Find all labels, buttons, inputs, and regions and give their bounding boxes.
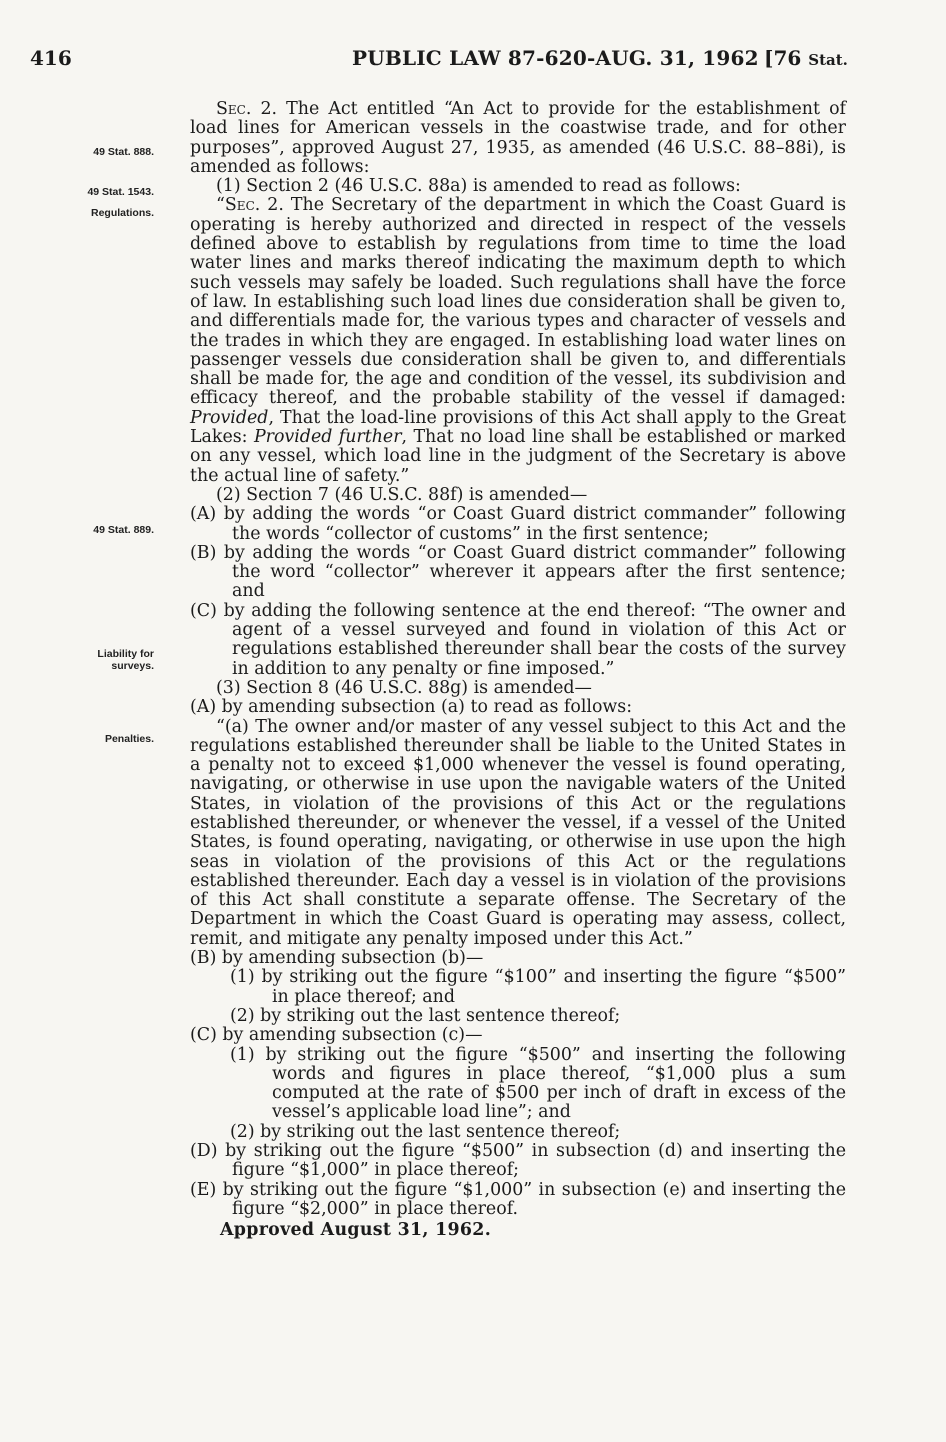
sec-label: Sec. bbox=[216, 99, 252, 119]
quote-open: “ bbox=[216, 195, 225, 216]
volume-prefix: [76 bbox=[764, 46, 809, 70]
document-body bbox=[190, 100, 846, 1241]
section-2-intro bbox=[190, 100, 846, 177]
item-3-b: (B) by amending subsection (b)— bbox=[190, 948, 484, 969]
item-3-b-1: (1) by striking out the figure “$100” and inserting the figure “$500” in place thereof; and bbox=[230, 967, 846, 1007]
quote-sec-label: Sec. bbox=[224, 195, 261, 216]
running-title: PUBLIC LAW 87-620-AUG. 31, 1962 bbox=[352, 46, 759, 70]
item-3-e: (E) by striking out the figure “$1,000” in subsection (e) and inserting the figure “$2,000” in place thereof. bbox=[190, 1179, 846, 1219]
volume-abbrev: Stat. bbox=[808, 51, 848, 69]
margin-note-liability-line1: Liability for bbox=[97, 648, 154, 660]
margin-note-49-stat-1543: 49 Stat. 1543. bbox=[87, 186, 154, 198]
subsection-a-quote: “(a) The owner and/or master of any vessel subject to this Act and the regulations established thereunder shall be liable to the United States in a penalty not to exceed $1,000 whenever the vessel is found operating, navigating, or otherwise in use upon the navigable waters of the United States, in violation of the provisions of this Act or the regulations established thereunder, or whenever the vessel, if a vessel of the United States, is found operating, navigating, or otherwise in use upon the high seas in violation of the provisions of this Act or the regulations established thereunder. Each day a vessel is in violation of the provisions of this Act shall constitute a separate offense. The Secretary of the Department in which the Coast Guard is operating may assess, collect, remit, and mitigate any penalty imposed under this Act.” bbox=[190, 716, 846, 949]
page-number: 416 bbox=[30, 46, 72, 70]
item-3-c: (C) by amending subsection (c)— bbox=[190, 1025, 483, 1046]
item-3-d: (D) by striking out the figure “$500” in subsection (d) and inserting the figure “$1,000” in place thereof; bbox=[190, 1141, 846, 1181]
volume-reference bbox=[764, 46, 848, 70]
item-2: (2) Section 7 (46 U.S.C. 88f) is amended— bbox=[216, 484, 588, 505]
item-2-c: (C) by adding the following sentence at the end thereof: “The owner and agent of a vessel surveyed and found in violation of this Act or regulations established thereunder shall bear the costs of the survey in addition to any penalty or fine imposed.” bbox=[190, 600, 846, 679]
item-3: (3) Section 8 (46 U.S.C. 88g) is amended— bbox=[216, 677, 592, 698]
quote-body-a: 2. The Secretary of the department in which the Coast Guard is operating is hereby authorized and directed in respect of the vessels defined above to establish by regulations from time to time the load water lines and marks thereof indicating the maximum depth to which such vessels may safely be loaded. Such regulations shall have the force of law. In establishing such load lines due consideration shall be given to, and differentials made for, the various types and character of vessels and the trades in which they are engaged. In establishing load water lines on passenger vessels due consideration shall be given to, and differentials shall be made for, the age and condition of the vessel, its subdivision and efficacy thereof, and the probable stability of the vessel if damaged: bbox=[190, 195, 846, 409]
item-1: (1) Section 2 (46 U.S.C. 88a) is amended to read as follows: bbox=[216, 176, 741, 197]
provided: Provided bbox=[190, 407, 269, 428]
margin-note-liability bbox=[14, 648, 154, 672]
margin-note-regulations: Regulations. bbox=[90, 207, 154, 219]
provided-further: Provided further bbox=[253, 427, 402, 448]
quote-body-b: , That the load-line provisions of this Act shall apply to the Great Lakes: bbox=[190, 407, 846, 448]
margin-note-penalties: Penalties. bbox=[104, 733, 154, 745]
sec-2-text: 2. The Act entitled “An Act to provide for the establishment of load lines for American vessels in the coastwise trade, and for other purposes”, approved August 27, 1935, as amended (46 U.S.C. 88–88i), is amended as follows: bbox=[190, 99, 846, 177]
margin-note-49-stat-889: 49 Stat. 889. bbox=[93, 524, 154, 536]
amended-section-2-quote bbox=[190, 196, 846, 485]
margin-note-liability-line2: surveys. bbox=[111, 660, 154, 672]
approved-date: Approved August 31, 1962. bbox=[220, 1220, 492, 1241]
item-3-b-2: (2) by striking out the last sentence thereof; bbox=[230, 1005, 621, 1026]
item-3-a: (A) by amending subsection (a) to read as follows: bbox=[190, 697, 633, 718]
item-2-a: (A) by adding the words “or Coast Guard district commander” following the words “collector of customs” in the first sentence; bbox=[190, 504, 846, 544]
item-3-c-1: (1) by striking out the figure “$500” and inserting the following words and figures in place thereof, “$1,000 plus a sum computed at the rate of $500 per inch of draft in excess of the vessel’s applicable load line”; and bbox=[230, 1044, 846, 1123]
page-header bbox=[0, 46, 946, 76]
quote-body-c: , That no load line shall be established or marked on any vessel, which load line in the judgment of the Secretary is above the actual line of safety.” bbox=[190, 427, 846, 486]
margin-note-49-stat-888: 49 Stat. 888. bbox=[93, 146, 154, 158]
item-2-b: (B) by adding the words “or Coast Guard district commander” following the word “collector” wherever it appears after the first sentence; and bbox=[190, 542, 846, 602]
item-3-c-2: (2) by striking out the last sentence thereof; bbox=[230, 1121, 621, 1142]
